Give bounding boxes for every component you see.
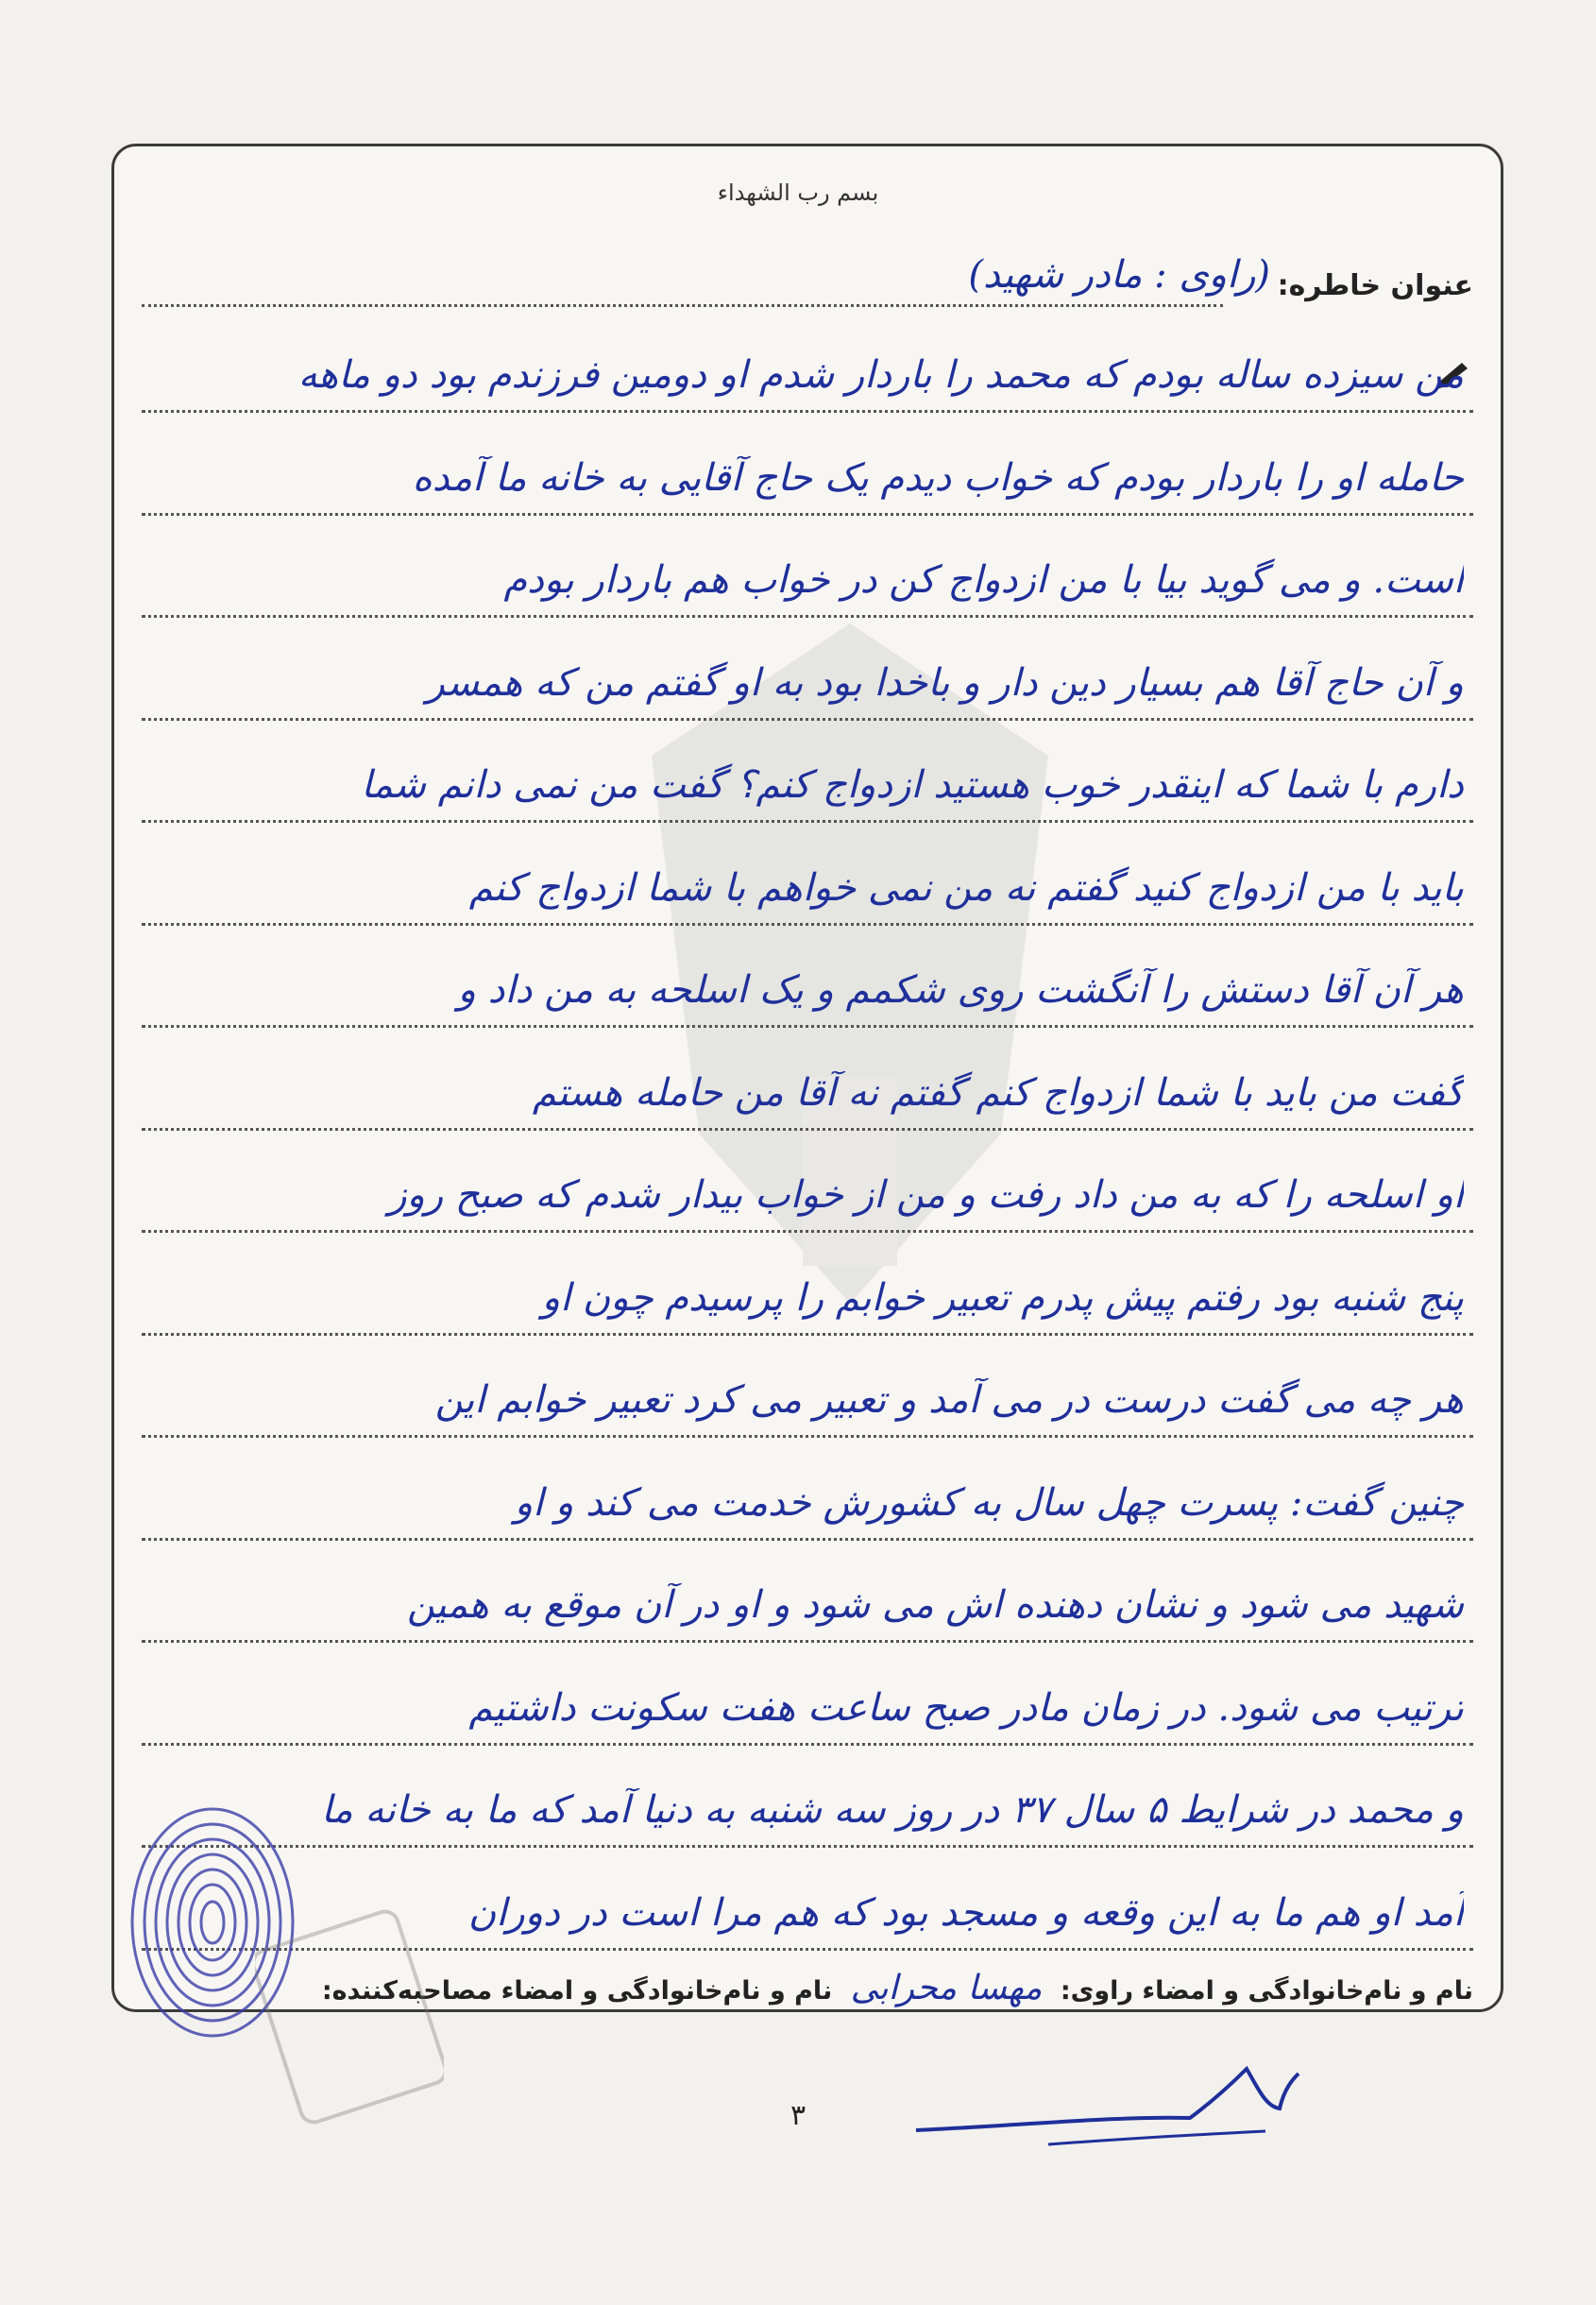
memory-line: چنین گفت: پسرت چهل سال به کشورش خدمت می کند و او: [514, 1480, 1464, 1525]
memory-line: آمد او هم ما به این وقعه و مسجد بود که هم مرا است در دوران: [467, 1890, 1464, 1935]
memory-line: او اسلحه را که به من داد رفت و من از خواب بیدار شدم که صبح روز: [388, 1173, 1464, 1217]
dotted-rule: [142, 615, 1473, 618]
dotted-rule: [142, 1128, 1473, 1131]
memory-line: حامله او را باردار بودم که خواب دیدم یک حاج آقایی به خانه ما آمده: [412, 455, 1464, 500]
interviewer-name: مهسا محرابی: [850, 1969, 1043, 2007]
dotted-rule: [142, 1333, 1473, 1336]
dotted-rule: [142, 820, 1473, 823]
memory-line: هر چه می گفت درست در می آمد و تعبیر می کرد تعبیر خوابم این: [434, 1378, 1464, 1422]
memory-line: شهید می شود و نشان دهنده اش می شود و او در آن موقع به همین: [406, 1583, 1464, 1627]
dotted-rule: [142, 1538, 1473, 1541]
dotted-rule: [142, 718, 1473, 721]
memory-line: هر آن آقا دستش را آنگشت روی شکمم و یک اسلحه به من داد و: [457, 968, 1464, 1012]
memory-line: من سیزده ساله بودم که محمد را باردار شدم او دومین فرزندم بود دو ماهه: [297, 353, 1464, 397]
signature-labels-row: [321, 1969, 1473, 2007]
memory-line: گفت من باید با شما ازدواج کنم گفتم نه آقا من حامله هستم: [532, 1070, 1464, 1115]
memory-line: است. و می گوید بیا با من ازدواج کن در خواب هم باردار بودم: [503, 558, 1464, 602]
dotted-rule: [142, 1435, 1473, 1438]
dotted-rule: [142, 1743, 1473, 1746]
narrator-sign-label: نام و نام‌خانوادگی و امضاء راوی:: [1060, 1976, 1473, 2006]
dotted-rule: [142, 923, 1473, 926]
memory-title-label: عنوان خاطره:: [1277, 269, 1473, 302]
memory-line: پنج شنبه بود رفتم پیش پدرم تعبیر خوابم را پرسیدم چون او: [541, 1275, 1464, 1320]
interviewer-sign-label: نام و نام‌خانوادگی و امضاء مصاحبه‌کننده:: [321, 1976, 833, 2006]
dotted-rule: [142, 410, 1473, 413]
memory-line: دارم با شما که اینقدر خوب هستید ازدواج کنم؟ گفت من نمی دانم شما: [361, 763, 1464, 807]
page-number: ۳: [790, 2099, 806, 2132]
dotted-rule: [142, 1845, 1473, 1848]
dotted-rule: [142, 1230, 1473, 1233]
memory-title-value: (راوی : مادر شهید): [968, 253, 1270, 297]
dotted-rule: [142, 1025, 1473, 1028]
memory-line: ترتیب می شود. در زمان مادر صبح ساعت هفت سکونت داشتیم: [468, 1685, 1464, 1730]
memory-line: و محمد در شرایط ۵ سال ۳۷ در روز سه شنبه به دنیا آمد که ما به خانه ما: [321, 1788, 1464, 1832]
page-heading: بسم رب الشهداء: [717, 179, 879, 206]
dotted-rule: [142, 513, 1473, 516]
stamp-mark: [255, 1908, 444, 2126]
memory-line: باید با من ازدواج کنید گفتم نه من نمی خواهم با شما ازدواج کنم: [468, 865, 1464, 910]
title-dotted-line: [142, 304, 1223, 307]
memory-line: و آن حاج آقا هم بسیار دین دار و باخدا بود به او گفتم من که همسر: [426, 660, 1464, 705]
dotted-rule: [142, 1640, 1473, 1643]
